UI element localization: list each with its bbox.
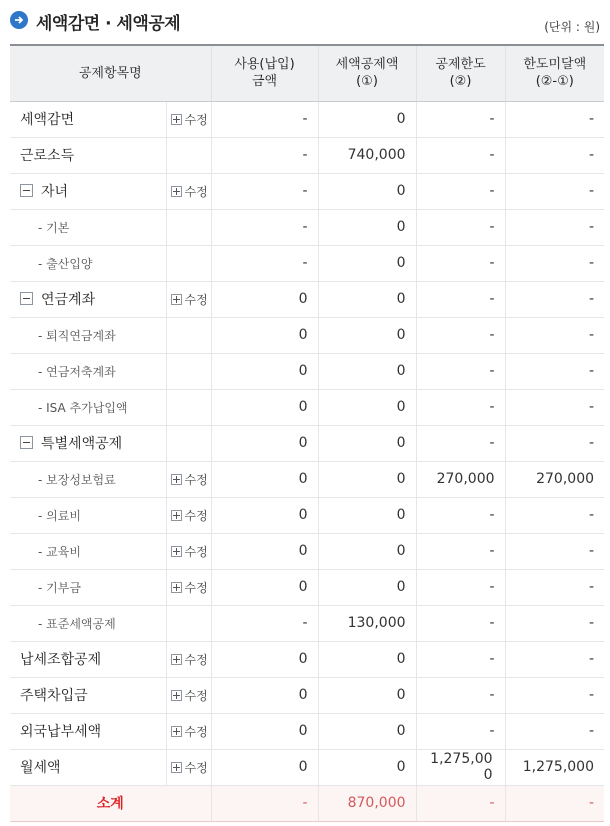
cell-credit: 130,000 — [318, 605, 416, 641]
row-name-cell — [10, 461, 166, 497]
tax-credit-table — [10, 44, 604, 822]
row-name-cell — [10, 281, 166, 317]
row-name-cell — [10, 533, 166, 569]
cell-paid: 0 — [211, 533, 318, 569]
edit-cell — [166, 209, 211, 245]
cell-credit: 0 — [318, 173, 416, 209]
row-label: 근로소득 — [20, 148, 75, 164]
cell-remain: - — [505, 533, 604, 569]
table-row — [10, 209, 604, 245]
edit-button[interactable] — [171, 507, 208, 524]
row-label: 연금계좌 — [41, 292, 96, 308]
unit-label: (단위 : 원) — [544, 20, 600, 34]
row-label: - 기본 — [38, 220, 70, 235]
edit-cell — [166, 569, 211, 605]
collapse-icon[interactable] — [20, 292, 33, 305]
row-name-cell — [10, 173, 166, 209]
row-name-cell — [10, 209, 166, 245]
total-paid: - — [211, 785, 318, 821]
cell-paid: 0 — [211, 353, 318, 389]
total-credit: 870,000 — [318, 785, 416, 821]
row-label: 외국납부세액 — [20, 724, 102, 740]
col-header-item: 공제항목명 — [10, 45, 211, 101]
row-label: 자녀 — [41, 184, 69, 200]
total-label: 소계 — [10, 785, 211, 821]
edit-cell — [166, 389, 211, 425]
cell-limit: - — [416, 425, 505, 461]
cell-remain: - — [505, 677, 604, 713]
arrow-right-icon — [10, 11, 28, 29]
edit-cell — [166, 353, 211, 389]
table-header-row — [10, 45, 604, 101]
edit-cell — [166, 713, 211, 749]
plus-icon — [171, 294, 182, 305]
row-label: - 기부금 — [38, 580, 81, 595]
edit-button[interactable] — [171, 183, 208, 200]
plus-icon — [171, 690, 182, 701]
edit-button[interactable] — [171, 543, 208, 560]
plus-icon — [171, 546, 182, 557]
cell-credit: 740,000 — [318, 137, 416, 173]
cell-paid: 0 — [211, 713, 318, 749]
cell-credit: 0 — [318, 749, 416, 785]
table-row — [10, 713, 604, 749]
cell-limit: - — [416, 245, 505, 281]
collapse-icon[interactable] — [20, 436, 33, 449]
table-row — [10, 137, 604, 173]
cell-paid: 0 — [211, 461, 318, 497]
cell-credit: 0 — [318, 713, 416, 749]
cell-paid: 0 — [211, 425, 318, 461]
edit-label: 수정 — [184, 652, 208, 667]
edit-label: 수정 — [184, 580, 208, 595]
cell-credit: 0 — [318, 569, 416, 605]
cell-remain: - — [505, 209, 604, 245]
plus-icon — [171, 510, 182, 521]
cell-paid: 0 — [211, 389, 318, 425]
row-name-cell — [10, 425, 166, 461]
table-row — [10, 425, 604, 461]
cell-credit: 0 — [318, 245, 416, 281]
row-label: - 보장성보험료 — [38, 472, 116, 487]
total-limit: - — [416, 785, 505, 821]
cell-paid: - — [211, 209, 318, 245]
edit-cell — [166, 173, 211, 209]
table-row — [10, 317, 604, 353]
cell-limit: - — [416, 533, 505, 569]
cell-credit: 0 — [318, 533, 416, 569]
edit-cell — [166, 245, 211, 281]
cell-paid: 0 — [211, 749, 318, 785]
row-name-cell — [10, 101, 166, 137]
cell-limit: - — [416, 641, 505, 677]
table-row — [10, 245, 604, 281]
total-remain: - — [505, 785, 604, 821]
section-title: 세액감면 · 세액공제 — [36, 14, 181, 34]
edit-button[interactable] — [171, 759, 208, 776]
edit-cell — [166, 533, 211, 569]
table-row — [10, 641, 604, 677]
cell-remain: - — [505, 641, 604, 677]
cell-credit: 0 — [318, 101, 416, 137]
row-name-cell — [10, 137, 166, 173]
cell-paid: - — [211, 245, 318, 281]
cell-remain: - — [505, 173, 604, 209]
cell-paid: - — [211, 101, 318, 137]
cell-paid: 0 — [211, 317, 318, 353]
cell-credit: 0 — [318, 497, 416, 533]
edit-cell — [166, 677, 211, 713]
row-name-cell — [10, 389, 166, 425]
row-name-cell — [10, 713, 166, 749]
plus-icon — [171, 474, 182, 485]
edit-button[interactable] — [171, 471, 208, 488]
edit-cell — [166, 281, 211, 317]
plus-icon — [171, 654, 182, 665]
col-header-remain: 한도미달액 (②-①) — [505, 45, 604, 101]
row-label: 주택차입금 — [20, 688, 88, 704]
cell-limit: - — [416, 497, 505, 533]
edit-label: 수정 — [184, 724, 208, 739]
cell-paid: - — [211, 605, 318, 641]
table-row — [10, 353, 604, 389]
collapse-icon[interactable] — [20, 184, 33, 197]
cell-credit: 0 — [318, 641, 416, 677]
table-row — [10, 677, 604, 713]
cell-limit: - — [416, 353, 505, 389]
cell-credit: 0 — [318, 317, 416, 353]
col-header-paid: 사용(납입) 금액 — [211, 45, 318, 101]
edit-label: 수정 — [184, 112, 208, 127]
cell-credit: 0 — [318, 389, 416, 425]
cell-limit: 1,275,000 — [416, 749, 505, 785]
plus-icon — [171, 582, 182, 593]
cell-limit: - — [416, 713, 505, 749]
cell-limit: - — [416, 317, 505, 353]
cell-paid: 0 — [211, 281, 318, 317]
table-body — [10, 101, 604, 821]
cell-limit: - — [416, 677, 505, 713]
row-label: 세액감면 — [20, 112, 75, 128]
cell-limit: - — [416, 389, 505, 425]
edit-label: 수정 — [184, 472, 208, 487]
row-label: - 출산입양 — [38, 256, 93, 271]
plus-icon — [171, 726, 182, 737]
row-label: - 교육비 — [38, 544, 81, 559]
total-row — [10, 785, 604, 821]
cell-limit: 270,000 — [416, 461, 505, 497]
row-label: - 연금저축계좌 — [38, 364, 116, 379]
cell-remain: - — [505, 317, 604, 353]
cell-remain: - — [505, 137, 604, 173]
cell-paid: 0 — [211, 497, 318, 533]
cell-credit: 0 — [318, 353, 416, 389]
cell-limit: - — [416, 569, 505, 605]
row-name-cell — [10, 497, 166, 533]
cell-remain: - — [505, 245, 604, 281]
edit-cell — [166, 605, 211, 641]
cell-credit: 0 — [318, 461, 416, 497]
cell-paid: 0 — [211, 641, 318, 677]
edit-cell — [166, 317, 211, 353]
edit-label: 수정 — [184, 688, 208, 703]
table-row — [10, 101, 604, 137]
edit-button[interactable] — [171, 651, 208, 668]
edit-label: 수정 — [184, 508, 208, 523]
edit-cell — [166, 425, 211, 461]
table-row — [10, 497, 604, 533]
row-label: - 의료비 — [38, 508, 81, 523]
table-row — [10, 281, 604, 317]
cell-remain: - — [505, 425, 604, 461]
table-row — [10, 605, 604, 641]
cell-remain: - — [505, 353, 604, 389]
cell-limit: - — [416, 101, 505, 137]
edit-button[interactable] — [171, 687, 208, 704]
edit-button[interactable] — [171, 579, 208, 596]
row-label: 월세액 — [20, 760, 61, 776]
cell-paid: 0 — [211, 677, 318, 713]
row-name-cell — [10, 245, 166, 281]
cell-limit: - — [416, 137, 505, 173]
cell-limit: - — [416, 605, 505, 641]
table-row — [10, 533, 604, 569]
cell-remain: 1,275,000 — [505, 749, 604, 785]
cell-remain: - — [505, 497, 604, 533]
col-header-credit: 세액공제액 (①) — [318, 45, 416, 101]
cell-credit: 0 — [318, 677, 416, 713]
table-row — [10, 389, 604, 425]
cell-credit: 0 — [318, 209, 416, 245]
cell-limit: - — [416, 209, 505, 245]
table-row — [10, 461, 604, 497]
edit-cell — [166, 641, 211, 677]
section-header — [0, 0, 610, 44]
row-label: - ISA 추가납입액 — [38, 400, 128, 415]
table-row — [10, 749, 604, 785]
plus-icon — [171, 114, 182, 125]
cell-paid: - — [211, 137, 318, 173]
row-name-cell — [10, 677, 166, 713]
cell-credit: 0 — [318, 425, 416, 461]
edit-label: 수정 — [184, 760, 208, 775]
edit-cell — [166, 749, 211, 785]
row-label: 납세조합공제 — [20, 652, 102, 668]
col-header-limit: 공제한도 (②) — [416, 45, 505, 101]
cell-remain: - — [505, 389, 604, 425]
cell-remain: - — [505, 101, 604, 137]
edit-button[interactable] — [171, 111, 208, 128]
edit-button[interactable] — [171, 723, 208, 740]
cell-limit: - — [416, 281, 505, 317]
row-name-cell — [10, 749, 166, 785]
cell-remain: - — [505, 569, 604, 605]
cell-paid: 0 — [211, 569, 318, 605]
edit-cell — [166, 461, 211, 497]
edit-cell — [166, 137, 211, 173]
row-name-cell — [10, 317, 166, 353]
cell-paid: - — [211, 173, 318, 209]
row-label: - 표준세액공제 — [38, 616, 116, 631]
row-name-cell — [10, 569, 166, 605]
row-label: - 퇴직연금계좌 — [38, 328, 116, 343]
plus-icon — [171, 762, 182, 773]
plus-icon — [171, 186, 182, 197]
edit-cell — [166, 497, 211, 533]
edit-button[interactable] — [171, 291, 208, 308]
cell-limit: - — [416, 173, 505, 209]
table-row — [10, 173, 604, 209]
row-name-cell — [10, 353, 166, 389]
edit-label: 수정 — [184, 184, 208, 199]
cell-remain: 270,000 — [505, 461, 604, 497]
edit-cell — [166, 101, 211, 137]
row-label: 특별세액공제 — [41, 436, 123, 452]
row-name-cell — [10, 641, 166, 677]
edit-label: 수정 — [184, 292, 208, 307]
cell-remain: - — [505, 713, 604, 749]
cell-credit: 0 — [318, 281, 416, 317]
cell-remain: - — [505, 605, 604, 641]
table-row — [10, 569, 604, 605]
cell-remain: - — [505, 281, 604, 317]
row-name-cell — [10, 605, 166, 641]
edit-label: 수정 — [184, 544, 208, 559]
